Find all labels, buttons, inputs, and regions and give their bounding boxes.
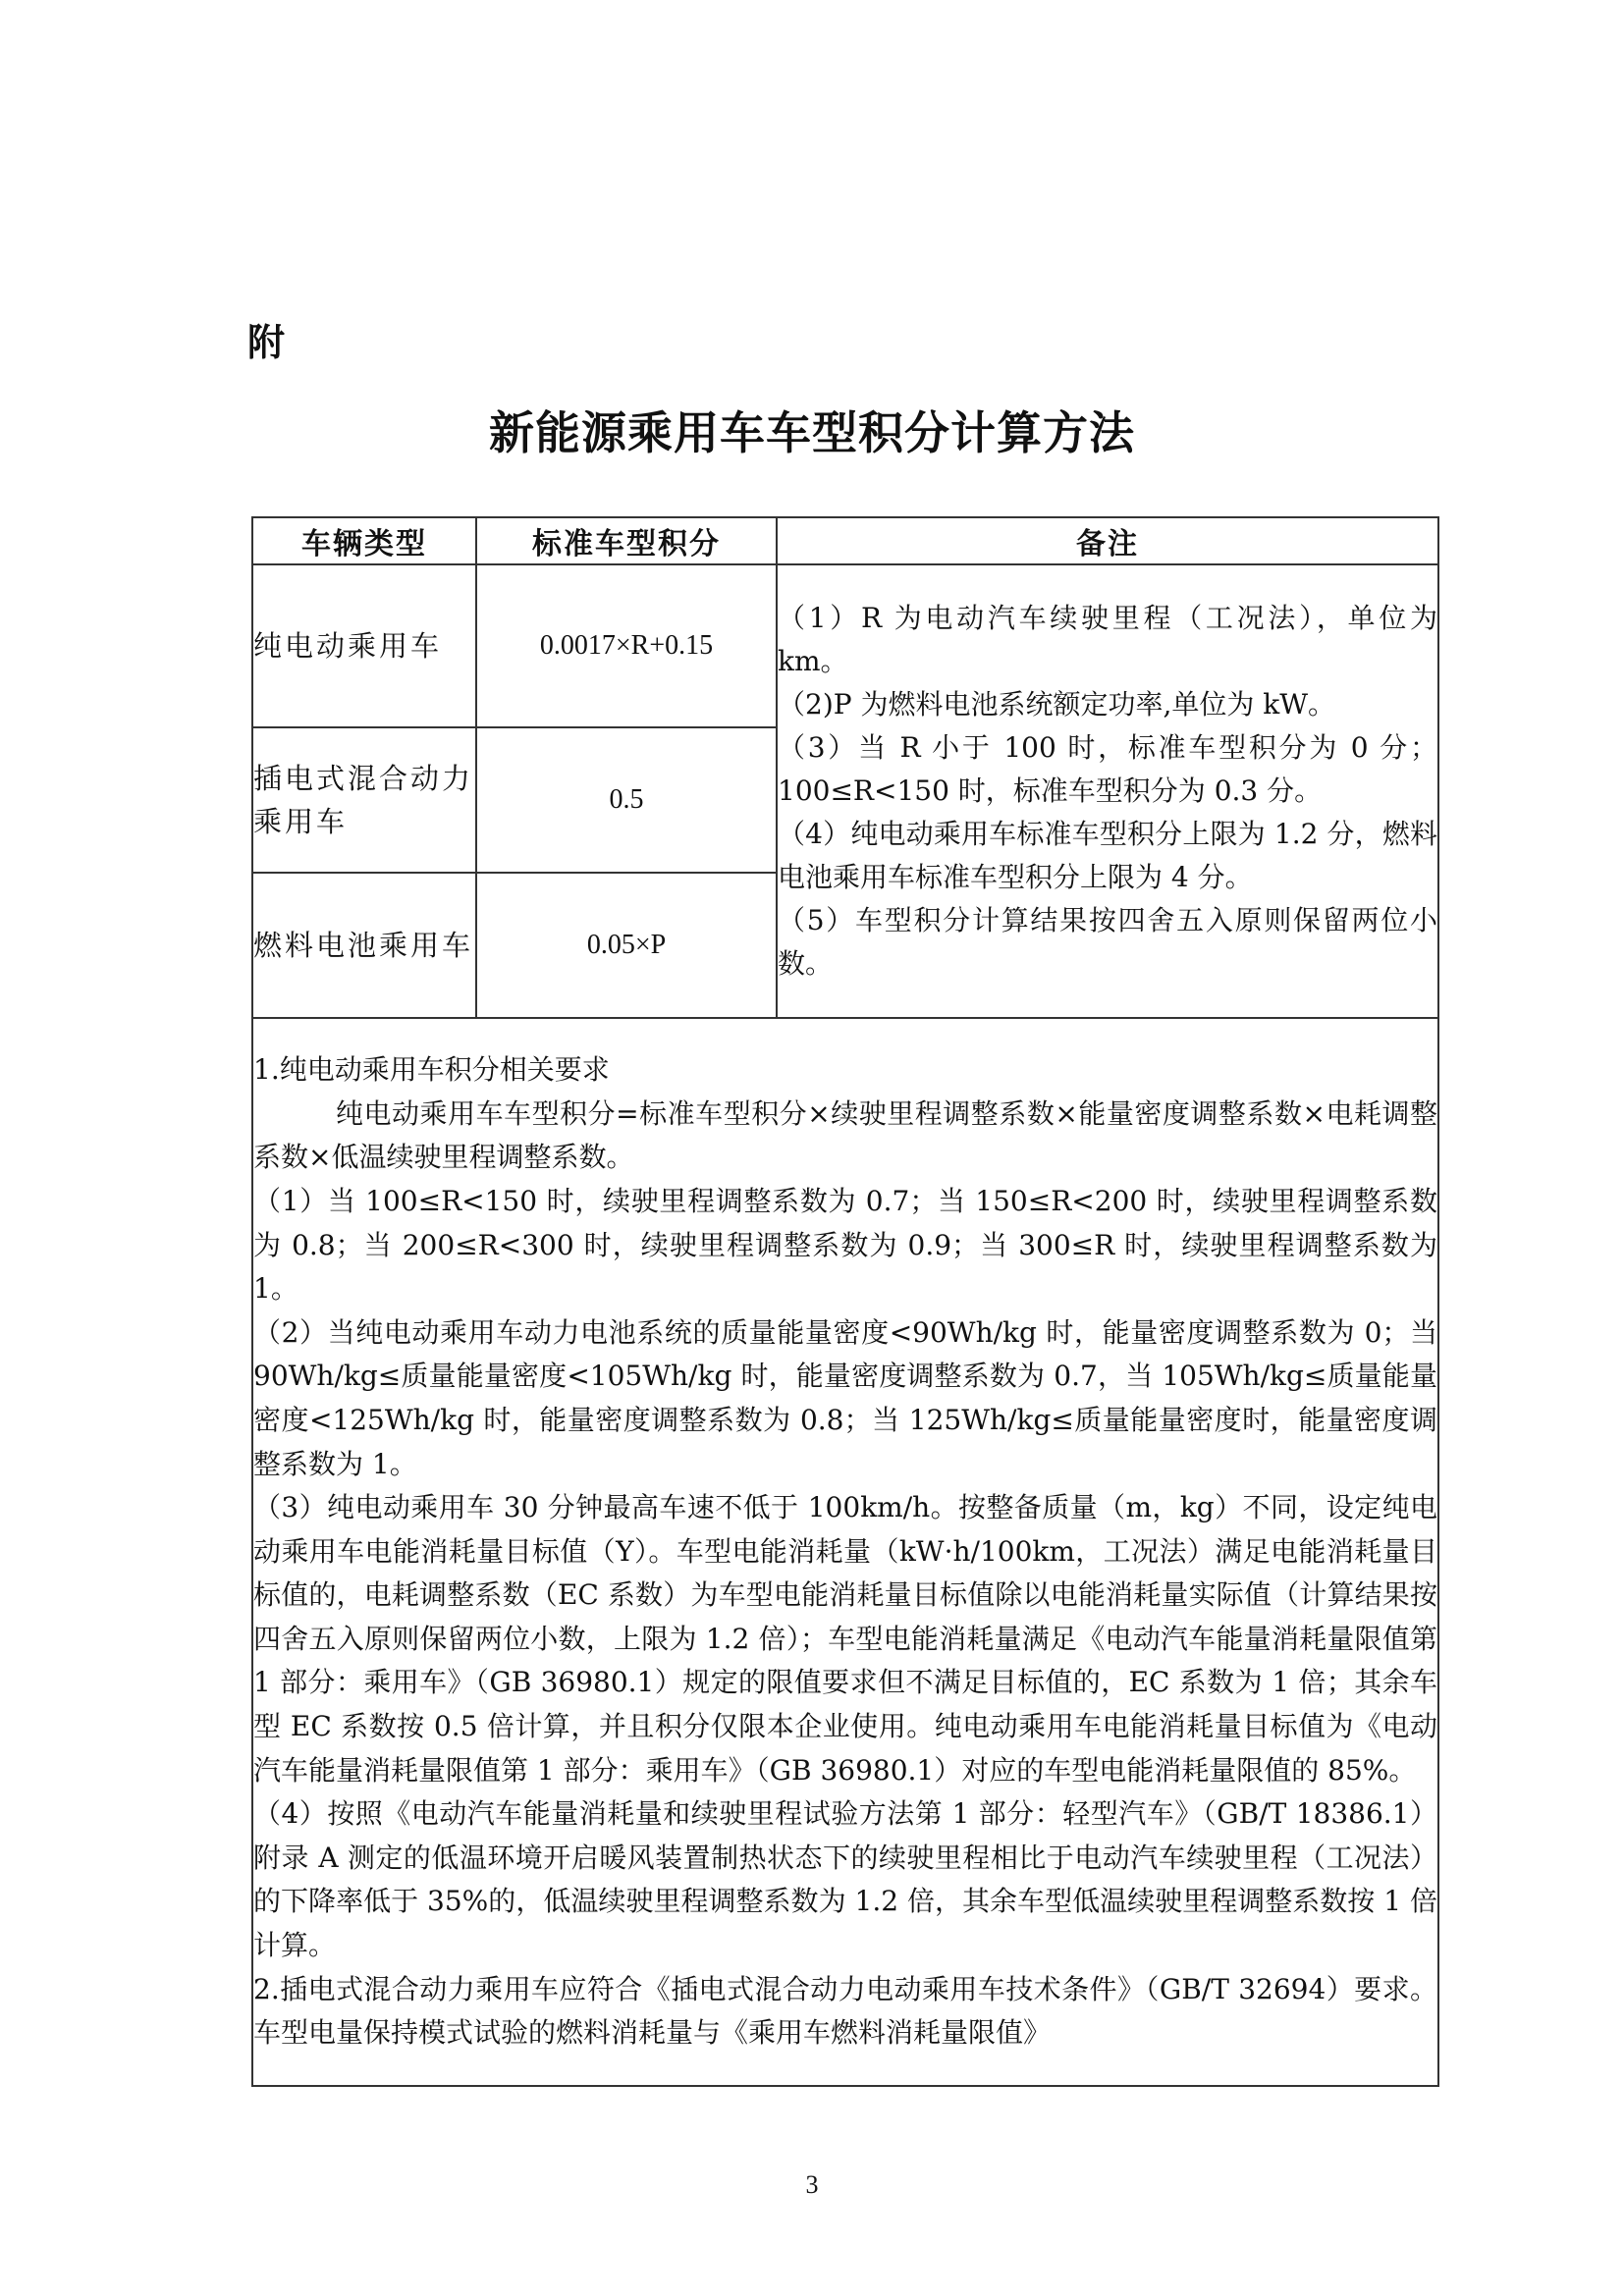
remark-note: （1）R 为电动汽车续驶里程（工况法），单位为 km。 (778, 602, 1437, 677)
standard-credit-cell: 0.05×P (476, 873, 777, 1018)
annex-mark: 附 (247, 320, 286, 364)
requirements-cell (252, 1018, 1438, 2086)
standard-credit-cell: 0.0017×R+0.15 (476, 564, 777, 727)
page-number: 3 (805, 2170, 819, 2199)
header-remarks: 备注 (777, 517, 1438, 564)
vehicle-type-cell: 纯电动乘用车 (252, 564, 476, 727)
requirement-paragraph: 2.插电式混合动力乘用车应符合《插电式混合动力电动乘用车技术条件》（GB/T 32694）要求。车型电量保持模式试验的燃料消耗量与《乘用车燃料消耗量限值》 (253, 1972, 1437, 2050)
requirement-paragraph: （4）按照《电动汽车能量消耗量和续驶里程试验方法第 1 部分：轻型汽车》（GB/T 18386.1）附录 A 测定的低温环境开启暖风装置制热状态下的续驶里程相比于电动汽车续驶里程（工况法）的下降率低于 35%的，低温续驶里程调整系数为 1.2 倍，其余车型低温续驶里程调整系数按 1 倍计算。 (253, 1797, 1437, 1962)
remark-note: （4）纯电动乘用车标准车型积分上限为 1.2 分，燃料电池乘用车标准车型积分上限为 4 分。 (778, 818, 1437, 893)
header-standard-credit: 标准车型积分 (476, 517, 777, 564)
remark-note: （2)P 为燃料电池系统额定功率,单位为 kW。 (778, 688, 1336, 721)
table-row (252, 564, 1438, 727)
remark-note: （3）当 R 小于 100 时，标准车型积分为 0 分；100≤R<150 时，标准车型积分为 0.3 分。 (778, 731, 1437, 807)
credit-calculation-table (251, 516, 1439, 2087)
table-header-row (252, 517, 1438, 564)
standard-credit-cell: 0.5 (476, 727, 777, 873)
vehicle-type-cell: 燃料电池乘用车 (252, 873, 476, 1018)
document-title: 新能源乘用车车型积分计算方法 (489, 406, 1135, 459)
requirement-paragraph: （1）当 100≤R<150 时，续驶里程调整系数为 0.7；当 150≤R<200 时，续驶里程调整系数为 0.8；当 200≤R<300 时，续驶里程调整系数为 0.9；当 300≤R 时，续驶里程调整系数为 1。 (253, 1184, 1437, 1306)
requirement-heading: 1.纯电动乘用车积分相关要求 (253, 1053, 610, 1087)
vehicle-type-cell: 插电式混合动力乘用车 (252, 727, 476, 873)
requirement-paragraph: （3）纯电动乘用车 30 分钟最高车速不低于 100km/h。按整备质量（m，kg）不同，设定纯电动乘用车电能消耗量目标值（Y）。车型电能消耗量（kW·h/100km，工况法）满足电能消耗量目标值的，电耗调整系数（EC 系数）为车型电能消耗量目标值除以电能消耗量实际值（计算结果按四舍五入原则保留两位小数，上限为 1.2 倍）；车型电能消耗量满足《电动汽车能量消耗量限值第 1 部分：乘用车》（GB 36980.1）规定的限值要求但不满足目标值的，EC 系数为 1 倍；其余车型 EC 系数按 0.5 倍计算，并且积分仅限本企业使用。纯电动乘用车电能消耗量目标值为《电动汽车能量消耗量限值第 1 部分：乘用车》（GB 36980.1）对应的车型电能消耗量限值的 85%。 (253, 1491, 1437, 1787)
remark-note: （5）车型积分计算结果按四舍五入原则保留两位小数。 (778, 904, 1437, 980)
header-vehicle-type: 车辆类型 (252, 517, 476, 564)
requirement-paragraph: 纯电动乘用车车型积分=标准车型积分×续驶里程调整系数×能量密度调整系数×电耗调整系数×低温续驶里程调整系数。 (253, 1096, 1437, 1174)
remarks-cell (777, 564, 1438, 1018)
requirements-row (252, 1018, 1438, 2086)
requirement-paragraph: （2）当纯电动乘用车动力电池系统的质量能量密度<90Wh/kg 时，能量密度调整系数为 0；当 90Wh/kg≤质量能量密度<105Wh/kg 时，能量密度调整系数为 0.7，当 105Wh/kg≤质量能量密度<125Wh/kg 时，能量密度调整系数为 0.8；当 125Wh/kg≤质量能量密度时，能量密度调整系数为 1。 (253, 1315, 1437, 1480)
